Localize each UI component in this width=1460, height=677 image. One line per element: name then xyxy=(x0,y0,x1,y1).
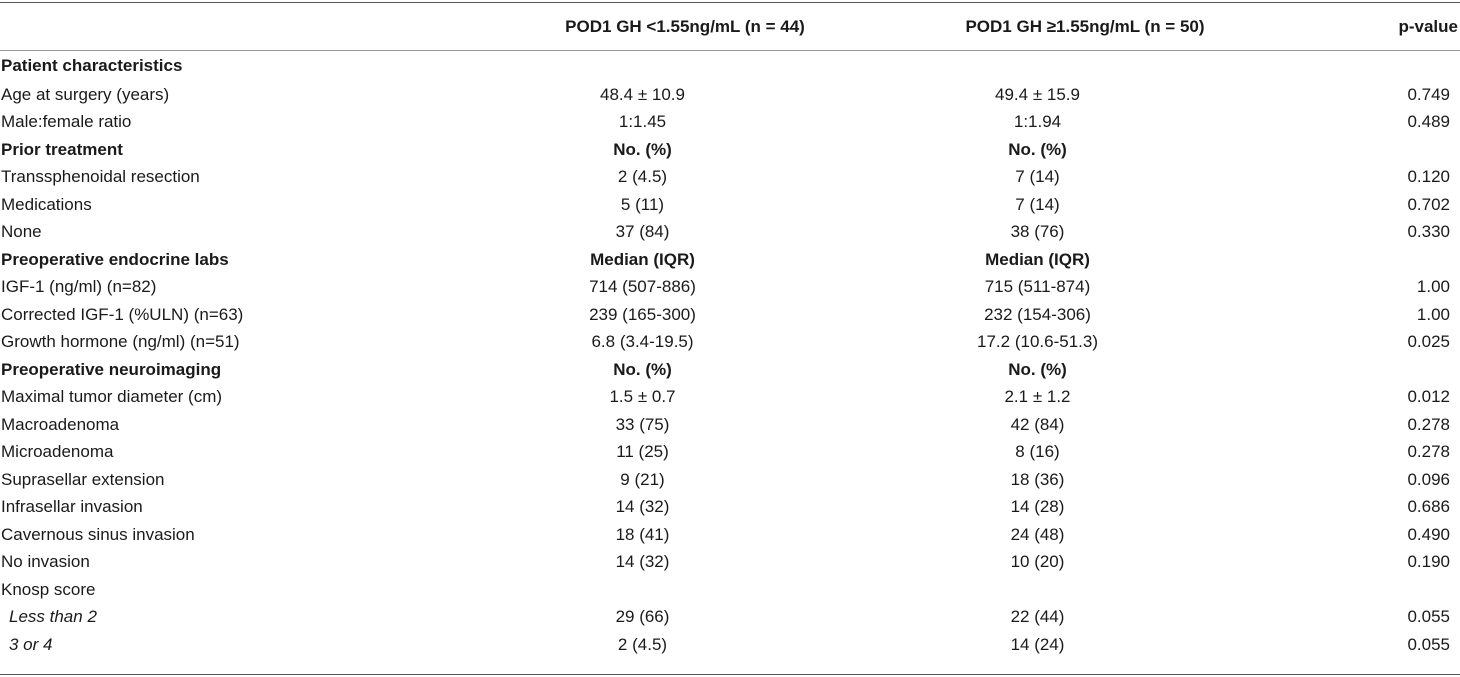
cell-low-gh: 37 (84) xyxy=(615,222,670,242)
row-label: Growth hormone (ng/ml) (n=51) xyxy=(1,332,240,352)
row-label: Prior treatment xyxy=(1,139,123,159)
table-row xyxy=(0,384,1460,412)
cell-low-gh: 33 (75) xyxy=(615,414,670,434)
table-row xyxy=(0,274,1460,302)
row-label: Transsphenoidal resection xyxy=(1,167,200,187)
table-row xyxy=(0,604,1460,632)
bottom-rule xyxy=(0,674,1460,675)
cell-low-gh: 5 (11) xyxy=(620,194,665,214)
cell-p-value: 0.025 xyxy=(1407,332,1450,352)
row-label: IGF-1 (ng/ml) (n=82) xyxy=(1,277,157,297)
table-row xyxy=(0,191,1460,219)
cell-p-value: 0.278 xyxy=(1407,414,1450,434)
row-label: Less than 2 xyxy=(9,607,97,627)
cell-low-gh: 6.8 (3.4-19.5) xyxy=(591,332,694,352)
cell-low-gh: No. (%) xyxy=(613,359,672,379)
table-row xyxy=(0,329,1460,357)
cell-low-gh xyxy=(380,576,870,604)
cell-high-gh: 1:1.94 xyxy=(1013,112,1062,132)
cell-high-gh: Median (IQR) xyxy=(985,249,1090,269)
table-row xyxy=(0,466,1460,494)
row-label: Age at surgery (years) xyxy=(1,84,170,104)
header-group-high-gh: POD1 GH ≥1.55ng/mL (n = 50) xyxy=(965,16,1205,36)
cell-high-gh: 22 (44) xyxy=(1010,607,1065,627)
cell-p-value xyxy=(1320,576,1460,604)
cell-high-gh: No. (%) xyxy=(1008,359,1067,379)
cell-low-gh: 714 (507-886) xyxy=(589,277,696,297)
header-p-value: p-value xyxy=(1398,16,1458,36)
table-row xyxy=(0,576,1460,604)
cell-low-gh: 18 (41) xyxy=(615,524,670,544)
cell-high-gh: 38 (76) xyxy=(1010,222,1065,242)
cell-high-gh: 18 (36) xyxy=(1010,469,1065,489)
table-row xyxy=(0,301,1460,329)
cell-high-gh: 24 (48) xyxy=(1010,524,1065,544)
cell-high-gh: No. (%) xyxy=(1008,139,1067,159)
table-row xyxy=(0,219,1460,247)
cell-low-gh: Median (IQR) xyxy=(590,249,695,269)
row-label: No invasion xyxy=(1,552,90,572)
cell-low-gh: 9 (21) xyxy=(620,469,665,489)
cell-p-value: 0.702 xyxy=(1407,194,1450,214)
section-row xyxy=(0,356,1460,384)
row-label: Preoperative endocrine labs xyxy=(1,249,229,269)
cell-p-value: 0.190 xyxy=(1407,552,1450,572)
row-label: Maximal tumor diameter (cm) xyxy=(1,387,223,407)
row-label: Patient characteristics xyxy=(1,55,183,75)
row-label: Microadenoma xyxy=(1,442,114,462)
section-row xyxy=(0,246,1460,274)
cell-high-gh: 49.4 ± 15.9 xyxy=(995,84,1080,104)
cell-p-value: 0.489 xyxy=(1407,112,1450,132)
header-group-low-gh: POD1 GH <1.55ng/mL (n = 44) xyxy=(565,16,805,36)
cell-low-gh: 2 (4.5) xyxy=(617,167,668,187)
cell-high-gh xyxy=(870,50,1320,81)
cell-high-gh: 232 (154-306) xyxy=(984,304,1091,324)
cell-high-gh: 7 (14) xyxy=(1015,194,1060,214)
cell-low-gh: No. (%) xyxy=(613,139,672,159)
cell-p-value: 0.749 xyxy=(1407,84,1450,104)
cell-p-value xyxy=(1320,50,1460,81)
cell-p-value: 0.120 xyxy=(1407,167,1450,187)
header-label xyxy=(0,3,380,50)
cell-high-gh: 2.1 ± 1.2 xyxy=(1004,387,1071,407)
cell-high-gh: 715 (511-874) xyxy=(984,277,1091,297)
cell-p-value: 0.012 xyxy=(1407,387,1450,407)
table-row xyxy=(0,521,1460,549)
row-label: Suprasellar extension xyxy=(1,469,165,489)
cell-low-gh: 1:1.45 xyxy=(618,112,667,132)
row-label: Medications xyxy=(1,194,92,214)
row-label: Infrasellar invasion xyxy=(1,497,143,517)
cell-high-gh: 8 (16) xyxy=(1015,442,1060,462)
header-row xyxy=(0,3,1460,50)
cell-p-value: 1.00 xyxy=(1416,277,1450,297)
table-row xyxy=(0,494,1460,522)
table-row xyxy=(0,439,1460,467)
row-label: Knosp score xyxy=(1,579,96,599)
cell-low-gh: 48.4 ± 10.9 xyxy=(600,84,685,104)
cell-high-gh: 14 (24) xyxy=(1010,634,1065,654)
cell-low-gh: 14 (32) xyxy=(615,497,670,517)
cell-p-value: 0.278 xyxy=(1407,442,1450,462)
cell-p-value xyxy=(1320,356,1460,384)
cell-p-value: 0.096 xyxy=(1407,469,1450,489)
table-row xyxy=(0,109,1460,137)
table-row xyxy=(0,549,1460,577)
table-body xyxy=(0,50,1460,659)
row-label: Corrected IGF-1 (%ULN) (n=63) xyxy=(1,304,244,324)
table-row xyxy=(0,81,1460,109)
data-table xyxy=(0,3,1460,659)
cell-low-gh: 239 (165-300) xyxy=(589,304,696,324)
row-label: None xyxy=(1,222,42,242)
cell-high-gh: 7 (14) xyxy=(1015,167,1060,187)
cell-high-gh xyxy=(870,576,1320,604)
row-label: Macroadenoma xyxy=(1,414,120,434)
cell-low-gh xyxy=(380,50,870,81)
row-label: Cavernous sinus invasion xyxy=(1,524,195,544)
cell-p-value xyxy=(1320,246,1460,274)
cell-p-value: 0.055 xyxy=(1407,607,1450,627)
cell-high-gh: 10 (20) xyxy=(1010,552,1065,572)
cell-low-gh: 29 (66) xyxy=(615,607,670,627)
cell-p-value: 0.686 xyxy=(1407,497,1450,517)
row-label: 3 or 4 xyxy=(9,634,53,654)
cell-low-gh: 14 (32) xyxy=(615,552,670,572)
cell-high-gh: 14 (28) xyxy=(1010,497,1065,517)
section-row xyxy=(0,136,1460,164)
cell-high-gh: 17.2 (10.6-51.3) xyxy=(977,332,1098,352)
cell-low-gh: 2 (4.5) xyxy=(617,634,668,654)
cell-p-value: 0.055 xyxy=(1407,634,1450,654)
cell-p-value: 0.490 xyxy=(1407,524,1450,544)
section-row xyxy=(0,50,1460,81)
row-label: Male:female ratio xyxy=(1,112,132,132)
table-row xyxy=(0,411,1460,439)
cell-p-value xyxy=(1320,136,1460,164)
row-label: Preoperative neuroimaging xyxy=(1,359,222,379)
cell-high-gh: 42 (84) xyxy=(1010,414,1065,434)
table-row xyxy=(0,631,1460,659)
cell-p-value: 1.00 xyxy=(1416,304,1450,324)
cell-p-value: 0.330 xyxy=(1407,222,1450,242)
table-row xyxy=(0,164,1460,192)
cell-low-gh: 1.5 ± 0.7 xyxy=(609,387,676,407)
cell-low-gh: 11 (25) xyxy=(616,442,669,462)
